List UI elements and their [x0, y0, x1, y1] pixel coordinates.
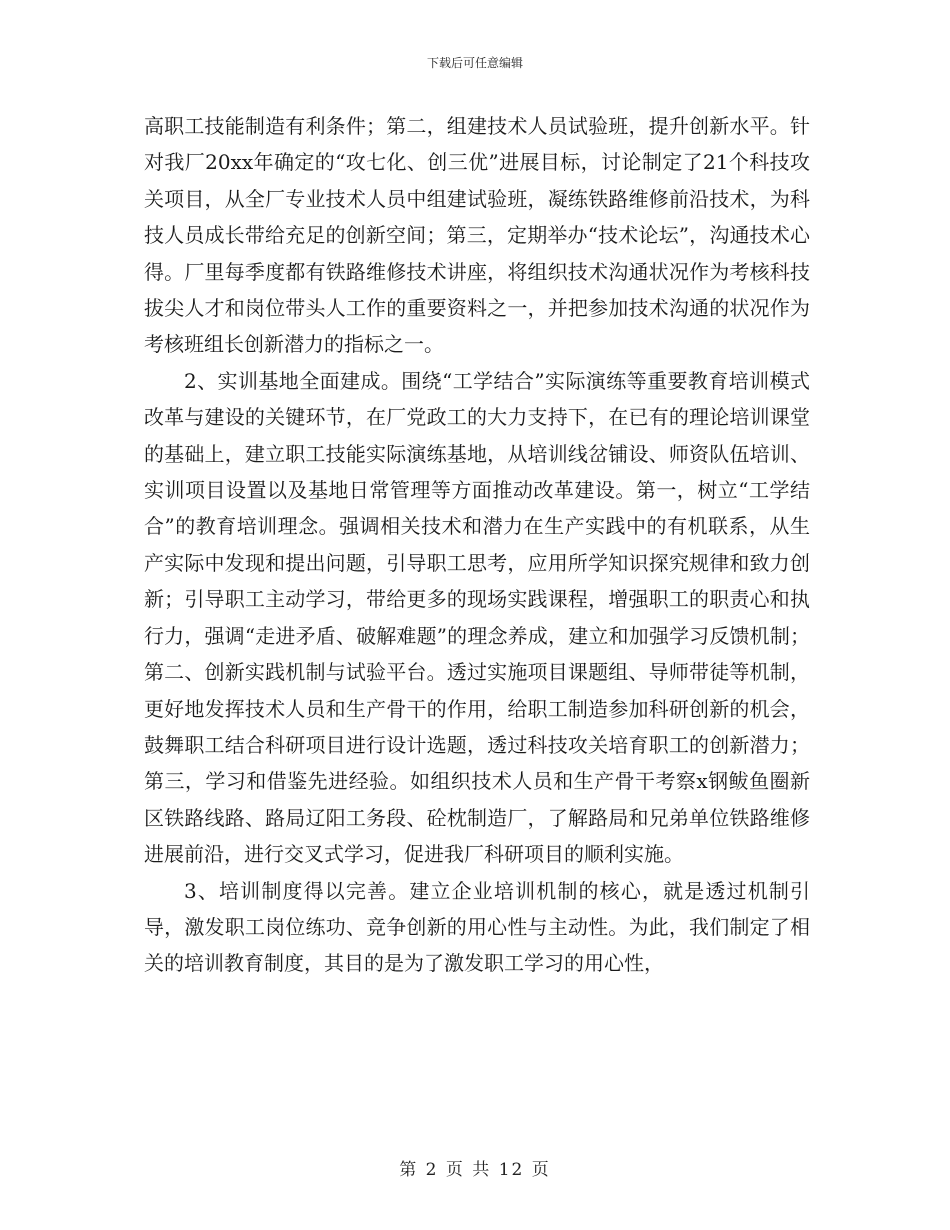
- paragraph-continuation: 高职工技能制造有利条件；第二，组建技术人员试验班，提升创新水平。针对我厂20xx年确定的“攻七化、创三优”进展目标，讨论制定了21个科技攻关项目，从全厂专业技术人员中组建试验班，凝练铁路维修前沿技术，为科技人员成长带给充足的创新空间；第三，定期举办“技术论坛”，沟通技术心得。厂里每季度都有铁路维修技术讲座，将组织技术沟通状况作为考核科技拔尖人才和岗位带头人工作的重要资料之一，并把参加技术沟通的状况作为考核班组长创新潜力的指标之一。: [144, 114, 810, 357]
- page-number: 第 2 页 共 12 页: [399, 1160, 551, 1180]
- paragraph-training-base: 2、实训基地全面建成。围绕“工学结合”实际演练等重要教育培训模式改革与建设的关键环节，在厂党政工的大力支持下，在已有的理论培训课堂的基础上，建立职工技能实际演练基地，从培训线岔铺设、师资队伍培训、实训项目设置以及基地日常管理等方面推动改革建设。第一，树立“工学结合”的教育培训理念。强调相关技术和潜力在生产实践中的有机联系，从生产实际中发现和提出问题，引导职工思考，应用所学知识探究规律和致力创新；引导职工主动学习，带给更多的现场实践课程，增强职工的职责心和执行力，强调“走进矛盾、破解难题”的理念养成，建立和加强学习反馈机制；第二、创新实践机制与试验平台。透过实施项目课题组、导师带徒等机制，更好地发挥技术人员和生产骨干的作用，给职工制造参加科研创新的机会，鼓舞职工结合科研项目进行设计选题，透过科技攻关培育职工的创新潜力；第三，学习和借鉴先进经验。如组织技术人员和生产骨干考察x钢鲅鱼圈新区铁路线路、路局辽阳工务段、砼枕制造厂，了解路局和兄弟单位铁路维修进展前沿，进行交叉式学习，促进我厂科研项目的顺利实施。: [144, 368, 810, 867]
- document-body: [144, 108, 810, 982]
- page-header: 下载后可任意编辑: [426, 56, 523, 70]
- paragraph-training-system: 3、培训制度得以完善。建立企业培训机制的核心，就是透过机制引导，激发职工岗位练功、竞争创新的用心性与主动性。为此，我们制定了相关的培训教育制度，其目的是为了激发职工学习的用心性，: [144, 878, 810, 976]
